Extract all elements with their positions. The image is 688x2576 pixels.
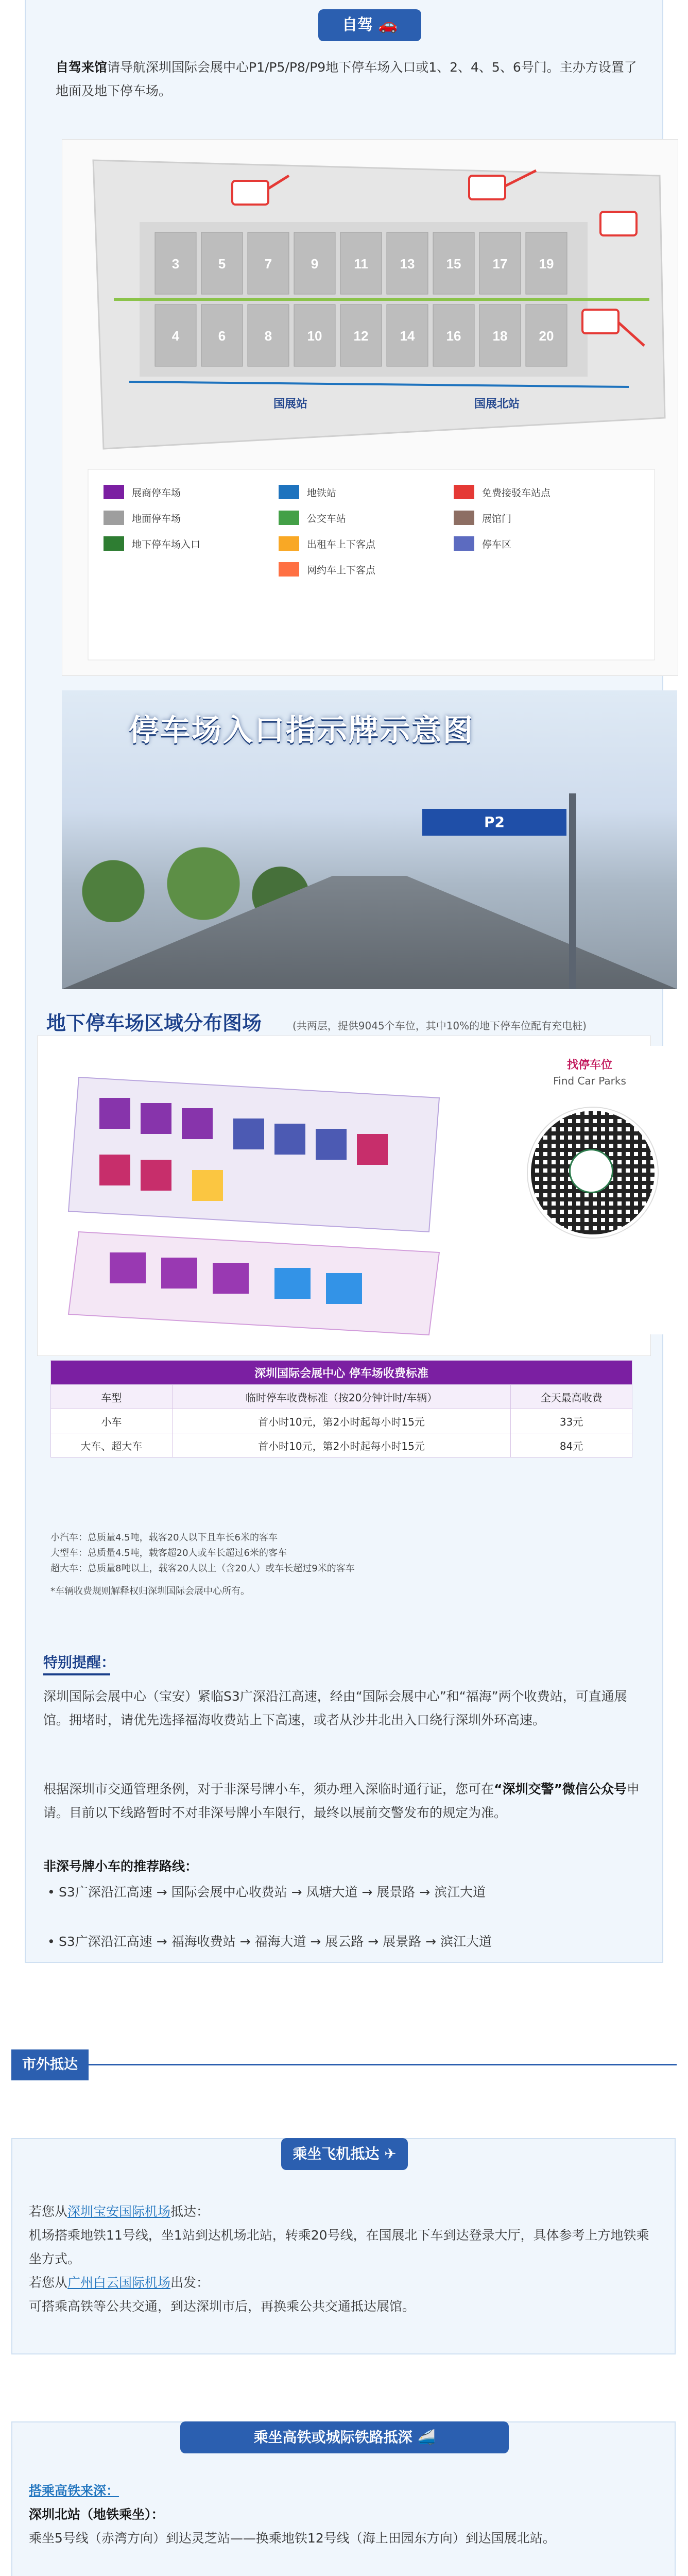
sign-pole-graphic [569, 793, 576, 989]
legend-item: 免费接驳车站点 [482, 487, 551, 499]
airplane-icon: ✈ [384, 2145, 397, 2162]
hall-label: 7 [264, 256, 272, 272]
special-reminder-title: 特别提醒： [43, 1654, 116, 1671]
qr-title: 找停车位 [566, 1059, 612, 1072]
parking-fee-table [50, 1360, 632, 1458]
hall-label: 12 [353, 328, 369, 344]
hall-label: 4 [171, 328, 180, 344]
baiyun-airport-link[interactable]: 广州白云国际机场 [67, 2275, 171, 2290]
flight-line-4: 可搭乘高铁等公共交通，到达深圳市后，再换乘公共交通抵达展馆。 [29, 2299, 416, 2314]
rail-sub-1: 搭乘高铁来深： [29, 2483, 119, 2498]
rail-station-2-name [29, 2574, 660, 2576]
legend-item: 地铁站 [307, 487, 337, 499]
self-drive-intro: 自驾来馆请导航深圳国际会展中心P1/P5/P8/P9地下停车场入口或1、2、4、5、6号门。主办方设置了地面及地下停车场。 [56, 60, 637, 98]
route-title: 非深号牌小车的推荐路线： [43, 1859, 198, 1874]
legend-item: 展商停车场 [132, 487, 181, 499]
hall-label: 17 [492, 256, 508, 272]
flight-line-1: 若您从深圳宝安国际机场抵达： [29, 2204, 210, 2219]
fee-table-title: 深圳国际会展中心 停车场收费标准 [51, 1361, 632, 1385]
hall-label: 9 [311, 256, 319, 272]
hall-label: 15 [446, 256, 461, 272]
outside-section-line [89, 2064, 677, 2065]
hall-label: 8 [264, 328, 272, 344]
table-row: 小车 首小时10元，第2小时起每小时15元 33元 [51, 1409, 632, 1433]
hall-label: 3 [171, 256, 180, 272]
route-item: • S3广深沿江高速 → 福海收费站 → 福海大道 → 展云路 → 展景路 → 滨江大道 [43, 1930, 641, 1954]
parking-sign-label: P2 [484, 814, 505, 831]
hall-label: 19 [539, 256, 554, 272]
bao-an-airport-link[interactable]: 深圳宝安国际机场 [67, 2204, 171, 2219]
car-icon: 🚗 [378, 16, 398, 34]
hall-label: 6 [218, 328, 226, 344]
fee-header-type: 车型 [51, 1385, 173, 1409]
legend-item: 停车区 [482, 539, 512, 550]
legend-item: 地面停车场 [132, 513, 181, 524]
rail-station-1-name: 深圳北站（地铁乘坐）： [29, 2507, 164, 2522]
flight-card [11, 2138, 676, 2354]
route-item: • S3广深沿江高速 → 国际会展中心收费站 → 凤塘大道 → 展景路 → 滨江大道 [43, 1880, 641, 1904]
hall-label: 14 [400, 328, 415, 344]
fee-header-rate: 临时停车收费标准（按20分钟计时/车辆） [172, 1385, 510, 1409]
fee-notes: 小汽车：总质量4.5吨，载客20人以下且车长6米的客车 大型车：总质量4.5吨，载客超20人或车长超过6米的客车 超大车：总质量8吨以上，载客20人以上（含20人）或车长超过9米的客车 *车辆收费规则解释权归深圳国际会展中心所有。 [50, 1532, 355, 1597]
north-station-label: 国展北站 [474, 398, 520, 411]
fee-header-max: 全天最高收费 [511, 1385, 632, 1409]
outside-section-label: 市外抵达 [11, 2049, 89, 2080]
self-drive-badge: 自驾 🚗 [318, 9, 421, 41]
qr-logo-icon [569, 1149, 613, 1193]
venue-map [62, 139, 678, 676]
table-row: 大车、超大车 首小时10元，第2小时起每小时15元 84元 [51, 1433, 632, 1458]
hall-label: 16 [446, 328, 461, 344]
find-car-qr-card[interactable] [505, 1046, 675, 1334]
flight-pill: 乘坐飞机抵达 ✈ [281, 2138, 408, 2170]
underground-parking-title: 地下停车场区域分布图场 [46, 1012, 262, 1035]
underground-parking-note: (共两层，提供9045个车位，其中10%的地下停车位配有充电桩) [293, 1020, 587, 1032]
parking-entrance-photo-title: 停车场入口指示牌示意图 [129, 713, 475, 748]
legend-item: 网约车上下客点 [307, 565, 376, 576]
train-icon: 🚄 [417, 2429, 436, 2446]
underground-map-graphic [38, 1036, 491, 1355]
hall-label: 10 [307, 328, 322, 344]
hall-label: 11 [354, 256, 368, 272]
flight-line-3: 若您从广州白云国际机场出发： [29, 2275, 210, 2290]
rail-card [11, 2421, 676, 2576]
parking-sign [422, 809, 566, 836]
rail-pill: 乘坐高铁或城际铁路抵深 🚄 [180, 2421, 509, 2453]
hall-label: 20 [539, 328, 554, 344]
hall-label: 13 [400, 256, 415, 272]
rail-station-1-text: 乘坐5号线（赤湾方向）到达灵芝站——换乘地铁12号线（海上田园东方向）到达国展北站。 [29, 2531, 556, 2546]
special-reminder-text-2: 根据深圳市交通管理条例，对于非深号牌小车，须办理入深临时通行证，您可在“深圳交警”微信公众号申请。目前以下线路暂时不对非深号牌小车限行，最终以展前交警发布的规定为准。 [43, 1782, 640, 1820]
self-drive-section [25, 0, 663, 1963]
legend-item: 出租车上下客点 [307, 539, 376, 550]
west-station-label: 国展站 [273, 398, 308, 411]
qr-subtitle: Find Car Parks [553, 1075, 626, 1087]
hall-label: 5 [218, 256, 226, 272]
hall-label: 18 [492, 328, 508, 344]
parking-entrance-photo [62, 690, 677, 989]
flight-line-2: 机场搭乘地铁11号线，坐1站到达机场北站，转乘20号线，在国展北下车到达登录大厅，具体参考上方地铁乘坐方式。 [29, 2228, 649, 2266]
legend-item: 展馆门 [482, 513, 512, 524]
special-reminder-text-1: 深圳国际会展中心（宝安）紧临S3广深沿江高速，经由“国际会展中心”和“福海”两个收费站，可直通展馆。拥堵时，请优先选择福海收费站上下高速，或者从沙井北出入口绕行深圳外环高速。 [43, 1689, 627, 1727]
venue-map-graphic [62, 140, 678, 675]
legend-item: 地下停车场入口 [132, 539, 201, 550]
special-reminder-underline [43, 1673, 110, 1675]
legend-item: 公交车站 [307, 513, 347, 524]
